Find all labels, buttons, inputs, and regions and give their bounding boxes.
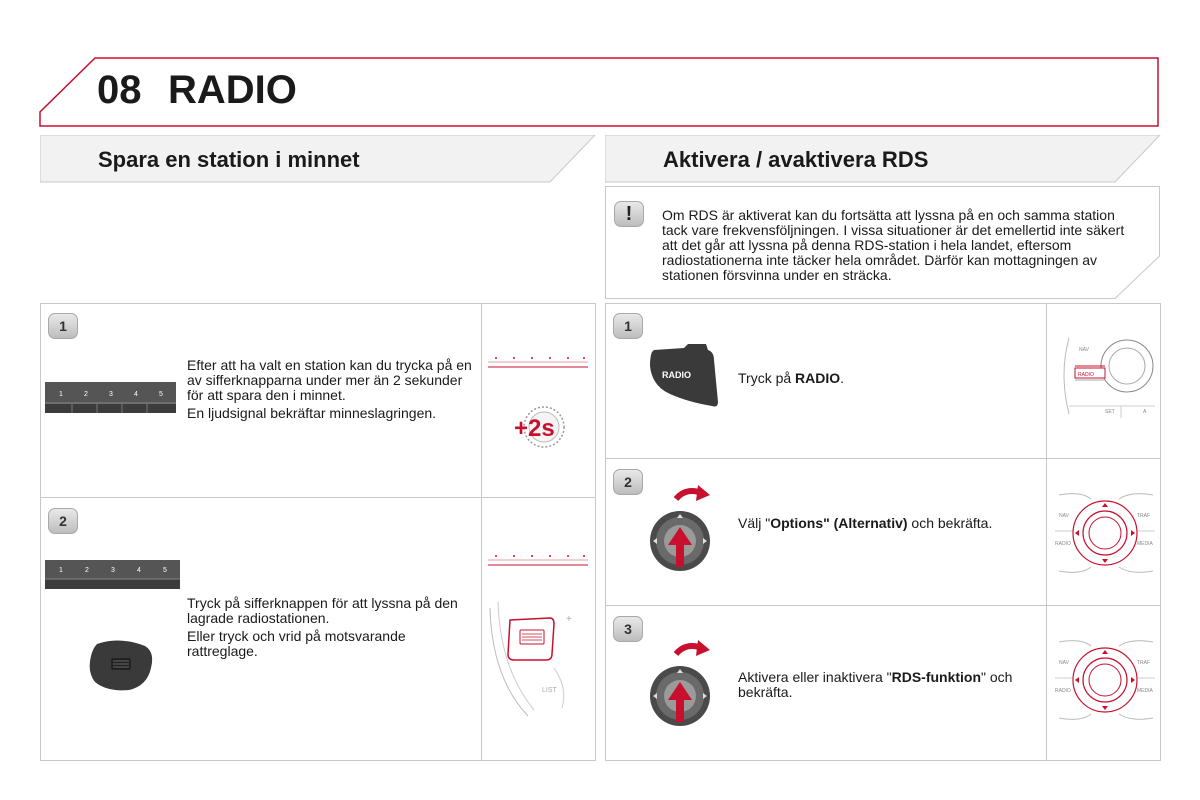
preset-key: 2 xyxy=(84,391,88,398)
step-instruction: Efter att ha valt en station kan du trycka på en av sifferknapparna under mer än 2 sekunder för att spara den i minnet. xyxy=(187,357,472,403)
timer-icon xyxy=(510,404,570,450)
svg-text:NAV: NAV xyxy=(1079,347,1089,353)
svg-text:MEDIA: MEDIA xyxy=(1137,688,1153,694)
preset-key: 5 xyxy=(159,391,163,398)
left-step-2-image-column xyxy=(481,498,596,760)
chapter-title: RADIO xyxy=(168,68,297,112)
right-step-3 xyxy=(605,605,1161,761)
left-section-header xyxy=(40,135,596,183)
preset-key: 1 xyxy=(59,391,63,398)
steering-wheel-button-illustration xyxy=(89,638,155,692)
rds-function-keyword: RDS-funktion xyxy=(891,669,982,685)
right-step-1 xyxy=(605,303,1161,459)
svg-text:A: A xyxy=(1143,409,1147,415)
steering-wheel-controls-icon xyxy=(488,598,594,718)
chapter-header xyxy=(0,0,1200,130)
svg-text:LIST: LIST xyxy=(542,687,557,694)
chapter-number: 08 xyxy=(97,68,142,112)
rotary-knob-press-illustration xyxy=(646,483,720,579)
radio-keyword: RADIO xyxy=(795,370,841,386)
svg-text:MEDIA: MEDIA xyxy=(1137,541,1153,547)
right-step-2-text: Välj "Options" (Alternativ) och bekräfta. xyxy=(738,515,993,531)
step-note: Eller tryck och vrid på motsvarande rattreglage. xyxy=(187,628,406,659)
svg-text:RADIO: RADIO xyxy=(1078,372,1094,378)
step-note: En ljudsignal bekräftar minneslagringen. xyxy=(187,405,437,421)
rotary-knob-press-illustration xyxy=(646,638,720,734)
step-badge: 1 xyxy=(613,313,643,339)
control-panel-radio-icon xyxy=(1055,334,1159,422)
right-step-3-text: Aktivera eller inaktivera "RDS-funktion" och bekräfta. xyxy=(738,669,1013,700)
preset-key: 4 xyxy=(137,567,141,574)
options-keyword: Options" (Alternativ) xyxy=(770,515,908,531)
svg-text:+: + xyxy=(566,614,572,625)
step-badge: 2 xyxy=(613,469,643,495)
left-step-1-image-column xyxy=(481,304,596,497)
left-step-1 xyxy=(40,303,596,498)
left-step-2 xyxy=(40,497,596,761)
right-step-2 xyxy=(605,458,1161,606)
warning-icon: ! xyxy=(614,201,644,227)
rds-note-text: Om RDS är aktiverat kan du fortsätta att lyssna på en och samma station tack vare frekvensföljningen. I vissa situationer är det emellertid inte säkert att det går att lyssna på denna RDS-station i hela landet, eftersom radiostationerna inte täcker hela området. Därför kan mottagningen av stationen försvinna under en sträcka. xyxy=(662,207,1125,283)
right-section-title: Aktivera / avaktivera RDS xyxy=(663,147,929,172)
left-section-title: Spara en station i minnet xyxy=(98,147,360,172)
right-step-2-image-column xyxy=(1046,459,1161,605)
svg-text:TRAF: TRAF xyxy=(1137,513,1151,519)
svg-text:RADIO: RADIO xyxy=(1055,688,1071,694)
svg-text:NAV: NAV xyxy=(1059,513,1069,519)
svg-text:+2s: +2s xyxy=(514,415,555,442)
left-step-1-text xyxy=(187,358,477,424)
svg-text:TRAF: TRAF xyxy=(1137,660,1151,666)
right-section-header xyxy=(605,135,1161,183)
svg-text:NAV: NAV xyxy=(1059,660,1069,666)
preset-key: 4 xyxy=(134,391,138,398)
svg-text:RADIO: RADIO xyxy=(1055,541,1071,547)
control-panel-knob-icon xyxy=(1051,487,1159,579)
preset-key: 1 xyxy=(59,567,63,574)
preset-strip-icon xyxy=(486,552,594,572)
preset-strip-icon xyxy=(486,354,594,374)
rds-note-box xyxy=(605,186,1160,299)
control-panel-knob-icon xyxy=(1051,634,1159,726)
right-step-3-image-column xyxy=(1046,606,1161,760)
preset-buttons-illustration xyxy=(45,560,181,590)
preset-key: 3 xyxy=(111,567,115,574)
radio-button-illustration xyxy=(648,342,728,412)
preset-key: 3 xyxy=(109,391,113,398)
step-badge: 1 xyxy=(48,313,78,339)
svg-text:RADIO: RADIO xyxy=(662,370,691,380)
step-instruction: Tryck på sifferknappen för att lyssna på den lagrade radiostationen. xyxy=(187,595,458,626)
preset-buttons-illustration xyxy=(45,382,177,416)
right-step-1-image-column xyxy=(1046,304,1161,458)
left-step-2-text xyxy=(187,596,477,662)
step-badge: 2 xyxy=(48,508,78,534)
right-step-1-text: Tryck på RADIO. xyxy=(738,370,845,386)
step-badge: 3 xyxy=(613,616,643,642)
preset-key: 2 xyxy=(85,567,89,574)
svg-text:SET: SET xyxy=(1105,409,1115,415)
preset-key: 5 xyxy=(163,567,167,574)
